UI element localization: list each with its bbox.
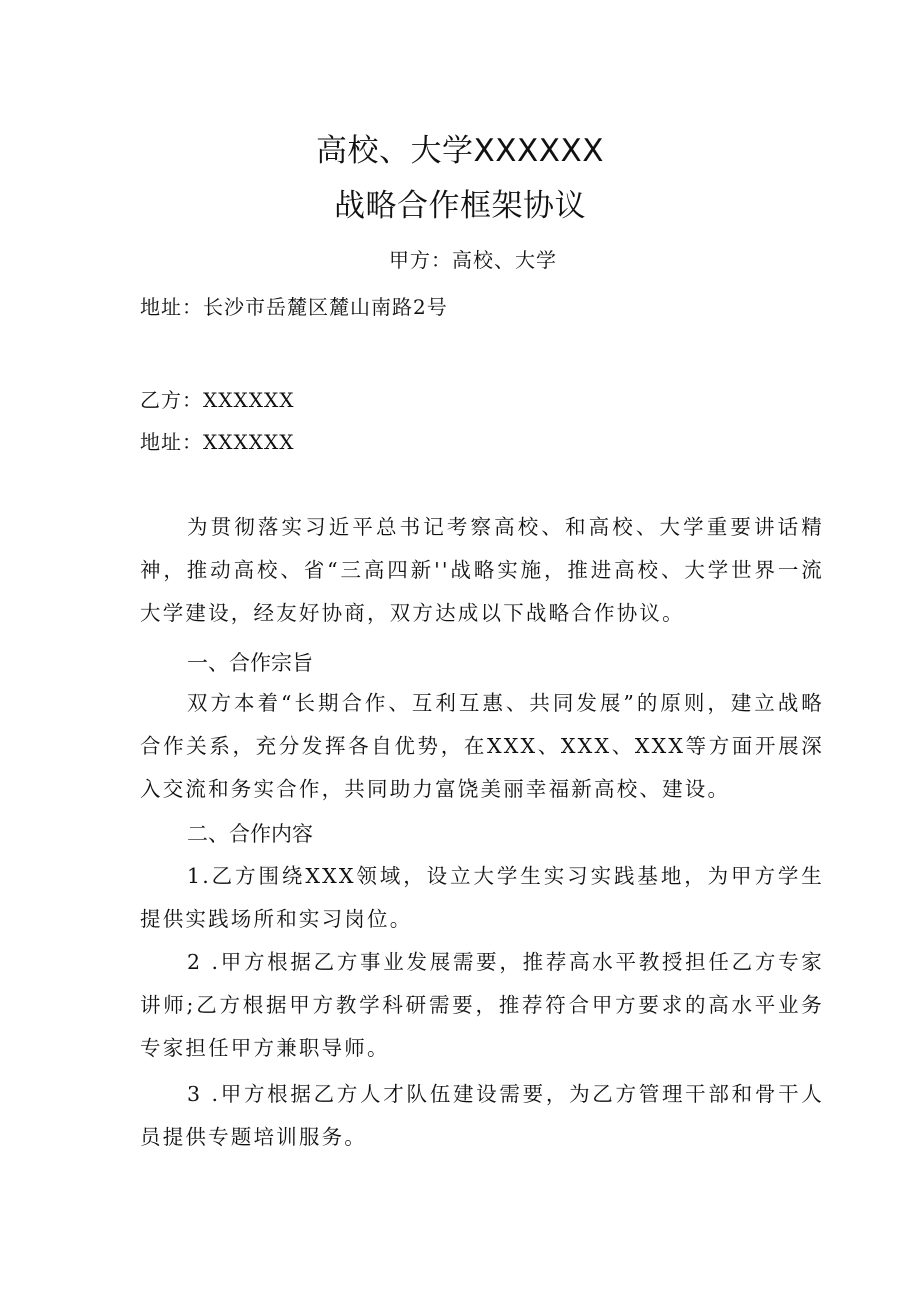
list-item-1: 1.乙方围绕XXX领域，设立大学生实习实践基地，为甲方学生提供实践场所和实习岗位。 (140, 864, 824, 931)
document-title-line1: 高校、大学XXXXXX (316, 133, 604, 169)
section2-heading: 二、合作内容 (187, 822, 313, 846)
section1-paragraph: 双方本着“长期合作、互利互惠、共同发展”的原则，建立战略合作关系，充分发挥各自优势，在XXX、XXX、XXX等方面开展深入交流和务实合作，共同助力富饶美丽幸福新高校、建设。 (140, 691, 824, 801)
section1-heading: 一、合作宗旨 (187, 651, 313, 675)
party-b: 乙方：XXXXXX (140, 388, 295, 412)
list-item-3: 3 .甲方根据乙方人才队伍建设需要，为乙方管理干部和骨干人员提供专题培训服务。 (140, 1082, 824, 1149)
party-b-address: 地址：XXXXXX (140, 430, 295, 454)
list-item-2: 2 .甲方根据乙方事业发展需要，推荐高水平教授担任乙方专家讲师;乙方根据甲方教学科研需要，推荐符合甲方要求的高水平业务专家担任甲方兼职导师。 (140, 950, 824, 1060)
party-a-address: 地址：长沙市岳麓区麓山南路2号 (140, 295, 448, 319)
intro-paragraph: 为贯彻落实习近平总书记考察高校、和高校、大学重要讲话精神，推动高校、省“三高四新''战略实施，推进高校、大学世界一流大学建设，经友好协商，双方达成以下战略合作协议。 (140, 515, 824, 625)
document-title-line2: 战略合作框架协议 (334, 188, 586, 224)
party-a: 甲方：高校、大学 (389, 248, 557, 272)
